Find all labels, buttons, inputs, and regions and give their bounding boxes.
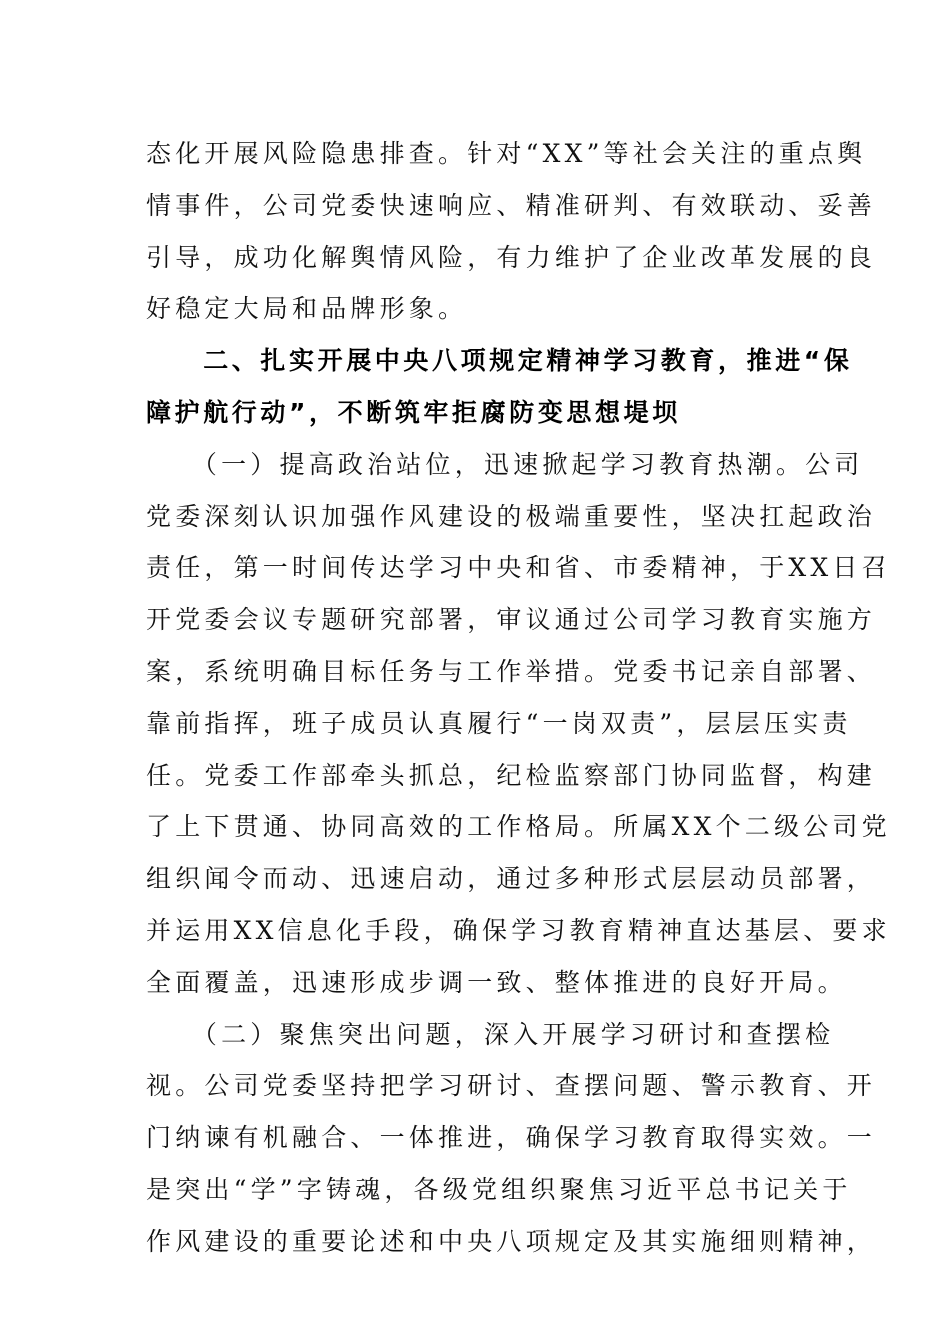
document-body — [146, 128, 891, 1268]
paragraph-line: 靠前指挥，班子成员认真履行“一岗双责”，层层压实责 — [146, 708, 852, 738]
paragraph-line: 引导，成功化解舆情风险，有力维护了企业改革发展的良 — [146, 242, 877, 272]
paragraph-line: 好稳定大局和品牌形象。 — [146, 294, 468, 324]
paragraph-line: 门纳谏有机融合、一体推进，确保学习教育取得实效。一 — [146, 1123, 877, 1153]
paragraph-line: 了上下贯通、协同高效的工作格局。所属XX个二级公司党 — [146, 812, 891, 842]
paragraph-line: 案，系统明确目标任务与工作举措。党委书记亲自部署、 — [146, 656, 877, 686]
paragraph-line: 责任，第一时间传达学习中央和省、市委精神，于XX日召 — [146, 553, 891, 583]
paragraph-line: 作风建设的重要论述和中央八项规定及其实施细则精神， — [146, 1226, 877, 1256]
paragraph-line: 开党委会议专题研究部署，审议通过公司学习教育实施方 — [146, 605, 877, 635]
section-heading-line: 障护航行动”，不断筑牢拒腐防变思想堤坝 — [146, 397, 681, 427]
paragraph-line: 任。党委工作部牵头抓总，纪检监察部门协同监督，构建 — [146, 760, 877, 790]
section-heading-line: 二、扎实开展中央八项规定精神学习教育，推进“保 — [146, 346, 853, 376]
paragraph-line: （一）提高政治站位，迅速掀起学习教育热潮。公司 — [146, 449, 864, 479]
paragraph-line: 态化开展风险隐患排查。针对“XX”等社会关注的重点舆 — [146, 139, 867, 168]
paragraph-line: 情事件，公司党委快速响应、精准研判、有效联动、妥善 — [146, 190, 877, 220]
paragraph-line: 党委深刻认识加强作风建设的极端重要性，坚决扛起政治 — [146, 501, 877, 531]
paragraph-line: 组织闻令而动、迅速启动，通过多种形式层层动员部署， — [146, 864, 877, 894]
paragraph-line: （二）聚焦突出问题，深入开展学习研讨和查摆检 — [146, 1019, 835, 1049]
paragraph-line: 是突出“学”字铸魂，各级党组织聚焦习近平总书记关于 — [146, 1174, 852, 1204]
paragraph-line: 并运用XX信息化手段，确保学习教育精神直达基层、要求 — [146, 915, 891, 945]
paragraph-line: 全面覆盖，迅速形成步调一致、整体推进的良好开局。 — [146, 967, 847, 997]
paragraph-line: 视。公司党委坚持把学习研讨、查摆问题、警示教育、开 — [146, 1071, 877, 1101]
